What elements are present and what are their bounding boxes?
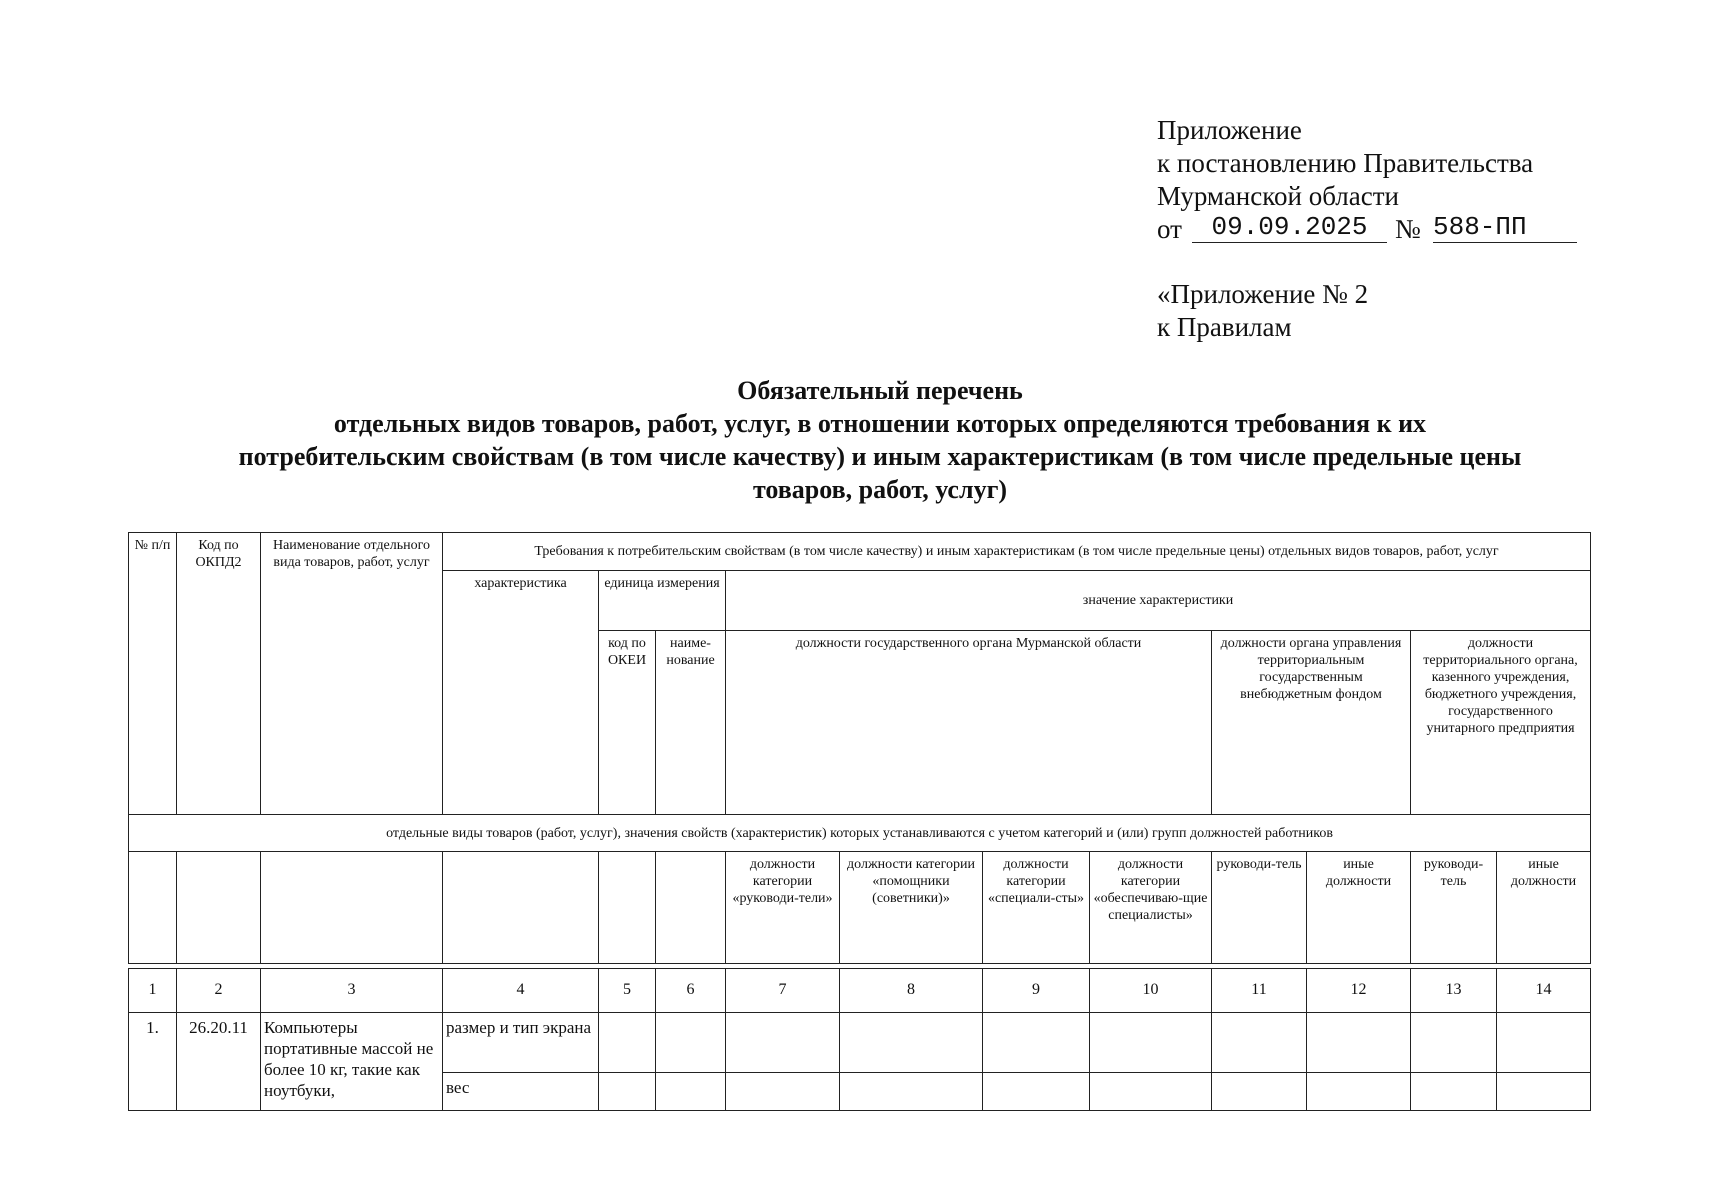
appendix-date-number-row xyxy=(1157,213,1533,246)
col-number: 11 xyxy=(1212,969,1307,1013)
empty-cell xyxy=(656,1073,726,1111)
col-number: 1 xyxy=(129,969,177,1013)
header-fund-head: руководи-тель xyxy=(1212,852,1307,964)
empty-cell xyxy=(1090,1013,1212,1073)
header-cat-support: должности категории «обеспечиваю-щие специалисты» xyxy=(1090,852,1212,964)
col-number: 6 xyxy=(656,969,726,1013)
header-terr-body: должности территориального органа, казенного учреждения, бюджетного учреждения, государственного унитарного предприятия xyxy=(1411,631,1591,815)
empty-cell xyxy=(599,852,656,964)
header-terr-other: иные должности xyxy=(1497,852,1591,964)
appendix-reference: к постановлению Правительства xyxy=(1157,148,1534,178)
col-number: 2 xyxy=(177,969,261,1013)
row-item-name: Компьютеры портативные массой не более 10 кг, такие как ноутбуки, xyxy=(261,1013,443,1111)
col-number: 10 xyxy=(1090,969,1212,1013)
header-unit: единица измерения xyxy=(599,571,726,631)
header-fund-body: должности органа управления территориальным государственным внебюджетным фондом xyxy=(1212,631,1411,815)
header-row-4 xyxy=(129,815,1591,852)
empty-cell xyxy=(599,1073,656,1111)
empty-cell xyxy=(983,1013,1090,1073)
table-row xyxy=(129,1013,1591,1073)
empty-cell xyxy=(1307,1073,1411,1111)
header-cat-specialists: должности категории «специали-сты» xyxy=(983,852,1090,964)
empty-cell xyxy=(1212,1013,1307,1073)
appendix-block xyxy=(1157,114,1533,246)
row-characteristic: размер и тип экрана xyxy=(443,1013,599,1073)
col-number: 5 xyxy=(599,969,656,1013)
header-row-5 xyxy=(129,852,1591,964)
empty-cell xyxy=(656,1013,726,1073)
appendix-region: Мурманской области xyxy=(1157,181,1399,211)
col-number: 13 xyxy=(1411,969,1497,1013)
header-characteristic: характеристика xyxy=(443,571,599,815)
header-cat-assistants: должности категории «помощники (советники)» xyxy=(840,852,983,964)
document-title xyxy=(170,374,1590,506)
empty-cell xyxy=(129,852,177,964)
header-terr-head: руководи-тель xyxy=(1411,852,1497,964)
requirements-table xyxy=(128,532,1591,1111)
empty-cell xyxy=(840,1013,983,1073)
decree-date: 09.09.2025 xyxy=(1192,215,1387,243)
empty-cell xyxy=(983,1073,1090,1111)
header-okpd: Код по ОКПД2 xyxy=(177,533,261,815)
empty-cell xyxy=(840,1073,983,1111)
header-requirements: Требования к потребительским свойствам (в том числе качеству) и иным характеристикам (в том числе предельные цены) отдельных видов товаров, работ, услуг xyxy=(443,533,1591,571)
date-prefix: от xyxy=(1157,214,1182,244)
col-number: 9 xyxy=(983,969,1090,1013)
header-unit-name: наиме-нование xyxy=(656,631,726,815)
title-line-2: отдельных видов товаров, работ, услуг, в отношении которых определяются требования к их xyxy=(333,409,1427,438)
column-number-row xyxy=(129,969,1591,1013)
row-characteristic: вес xyxy=(443,1073,599,1111)
requirements-table-container xyxy=(128,532,1590,1122)
header-category-note: отдельные виды товаров (работ, услуг), значения свойств (характеристик) которых устанавливаются с учетом категорий и (или) групп должностей работников xyxy=(129,815,1591,852)
header-okei: код по ОКЕИ xyxy=(599,631,656,815)
decree-number: 588-ПП xyxy=(1433,215,1577,243)
empty-cell xyxy=(1212,1073,1307,1111)
header-row-1 xyxy=(129,533,1591,571)
empty-cell xyxy=(443,852,599,964)
empty-cell xyxy=(1411,1013,1497,1073)
annex-block xyxy=(1157,278,1368,344)
empty-cell xyxy=(177,852,261,964)
empty-cell xyxy=(656,852,726,964)
header-fund-other: иные должности xyxy=(1307,852,1411,964)
header-cat-heads: должности категории «руководи-тели» xyxy=(726,852,840,964)
empty-cell xyxy=(726,1013,840,1073)
empty-cell xyxy=(1497,1073,1591,1111)
header-name: Наименование отдельного вида товаров, работ, услуг xyxy=(261,533,443,815)
empty-cell xyxy=(726,1073,840,1111)
col-number: 14 xyxy=(1497,969,1591,1013)
header-num: № п/п xyxy=(129,533,177,815)
annex-title: «Приложение № 2 xyxy=(1157,279,1369,309)
title-line-4: товаров, работ, услуг) xyxy=(752,475,1008,504)
title-line-3: потребительским свойствам (в том числе качеству) и иным характеристикам (в том числе предельные цены xyxy=(238,442,1522,471)
empty-cell xyxy=(1411,1073,1497,1111)
annex-reference: к Правилам xyxy=(1157,312,1292,342)
col-number: 4 xyxy=(443,969,599,1013)
empty-cell xyxy=(1307,1013,1411,1073)
row-number: 1. xyxy=(129,1013,177,1111)
col-number: 3 xyxy=(261,969,443,1013)
number-prefix: № xyxy=(1395,214,1421,244)
empty-cell xyxy=(1497,1013,1591,1073)
empty-cell xyxy=(261,852,443,964)
title-line-1: Обязательный перечень xyxy=(737,376,1023,405)
appendix-title: Приложение xyxy=(1157,115,1302,145)
header-value: значение характеристики xyxy=(726,571,1591,631)
header-gov-body: должности государственного органа Мурманской области xyxy=(726,631,1212,815)
row-okpd-code: 26.20.11 xyxy=(177,1013,261,1111)
col-number: 12 xyxy=(1307,969,1411,1013)
empty-cell xyxy=(599,1013,656,1073)
col-number: 8 xyxy=(840,969,983,1013)
empty-cell xyxy=(1090,1073,1212,1111)
col-number: 7 xyxy=(726,969,840,1013)
